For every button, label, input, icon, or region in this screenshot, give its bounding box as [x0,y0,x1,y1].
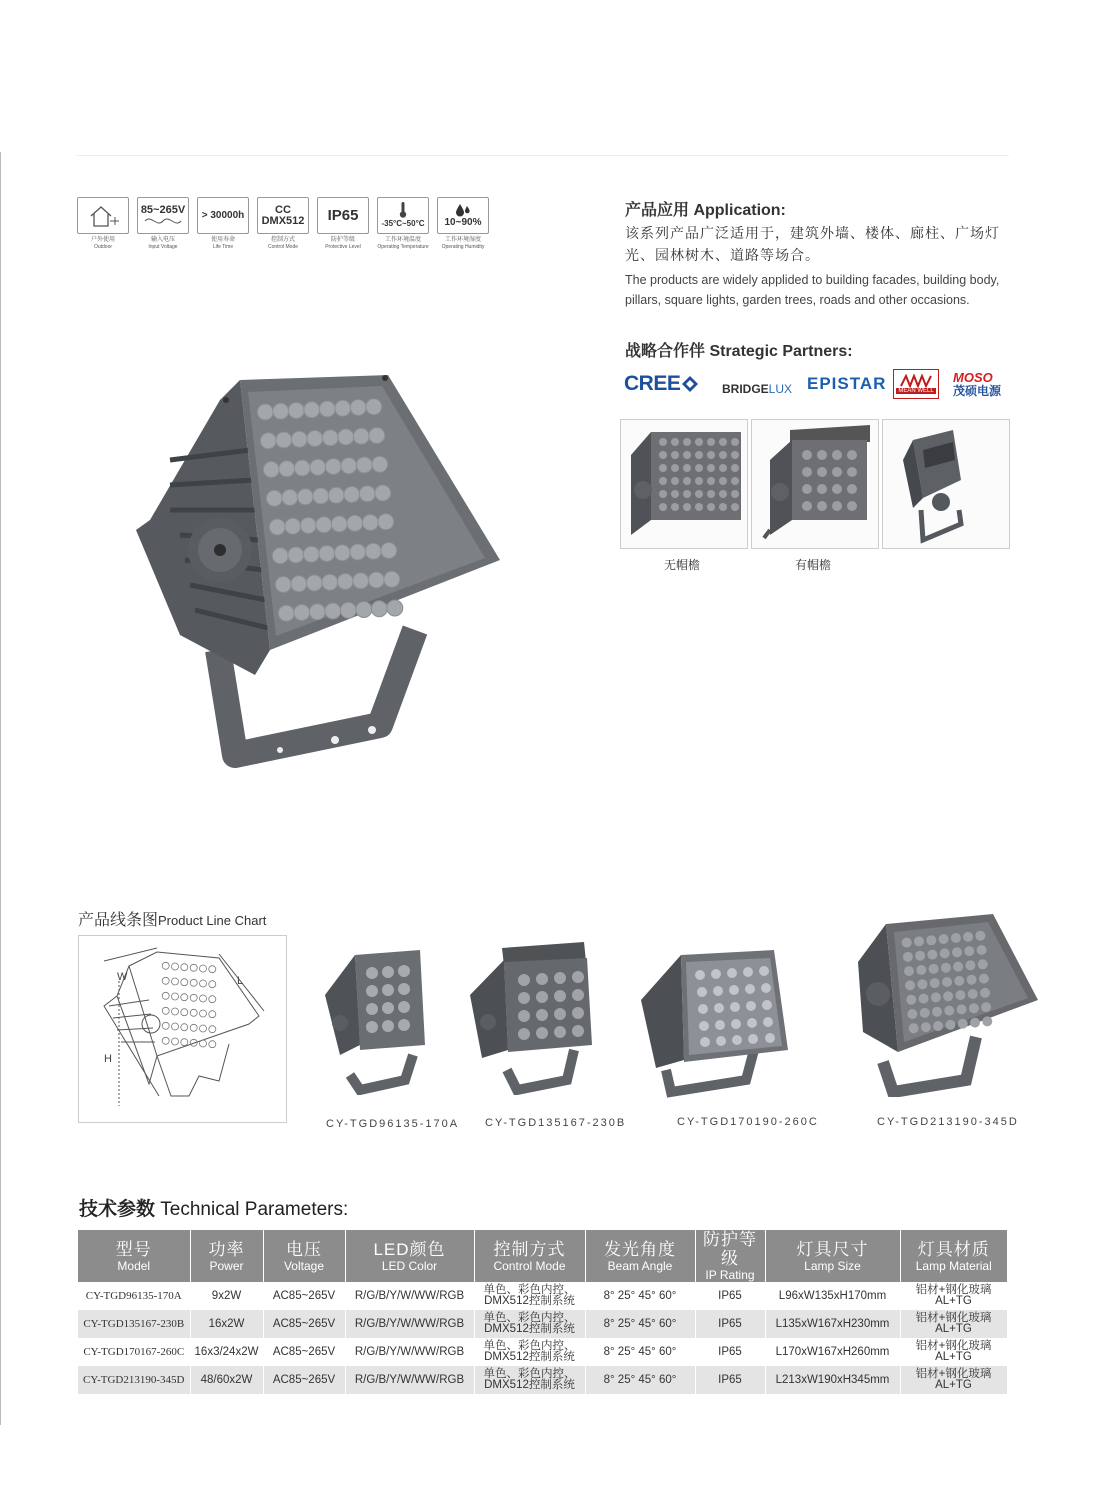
led-dot [190,994,197,1001]
led-dot [943,991,953,1001]
feature-value: CC DMX512 [261,203,305,227]
led-dot [306,575,322,591]
feature-ip [317,197,369,250]
model-caption-a: CY-TGD96135-170A [326,1118,460,1130]
led-dot [979,974,989,984]
table-row [78,1282,1007,1310]
cell-model: CY-TGD96135-170A [78,1282,190,1310]
meanwell-logo [893,367,939,401]
led-dot [350,400,366,416]
cell-control-mode: 单色、彩色内控、 DMX512控制系统 [474,1338,585,1366]
led-dot [272,548,288,564]
feature-en-label: Operating Temperature [377,244,429,250]
led-dot [904,966,914,976]
led-dot [902,938,912,948]
led-dot [359,486,375,502]
table-row [78,1310,1007,1338]
led-dot [940,948,950,958]
led-dot [266,490,282,506]
led-dot [356,602,372,618]
led-dot [200,1025,207,1032]
led-dot [981,1002,991,1012]
led-dot [945,1020,955,1030]
led-dot [930,978,940,988]
cell-voltage: AC85~265V [263,1282,345,1310]
led-dot [914,936,924,946]
header-led-color: LED颜色 LED Color [345,1230,474,1282]
cree-logo [624,367,699,401]
cell-lamp-size: L135xW167xH230mm [765,1310,900,1338]
bridgelux-text-b: LUX [768,382,793,396]
led-dot [291,576,307,592]
led-dot [273,403,289,419]
led-dot [200,1010,207,1017]
moso-logo-cn: 茂硕电源 [953,383,1002,398]
led-dot [263,462,279,478]
product-345d-photo [838,912,1038,1102]
feature-cn-label: 使用寿命 [210,237,235,243]
led-dot [209,966,216,973]
led-dot [939,934,949,944]
outdoor-house-icon [77,197,129,234]
cell-lamp-size: L170xW167xH260mm [765,1338,900,1366]
table-row [78,1338,1007,1366]
led-dot [181,1039,188,1046]
cell-ip-rating: IP65 [695,1338,765,1366]
cell-lamp-material: 铝材+钢化玻璃 AL+TG [900,1282,1007,1310]
led-dot [275,577,291,593]
led-dot [294,460,310,476]
led-dot [916,965,926,975]
led-dot [965,960,975,970]
led-dot [190,964,197,971]
life-icon [197,197,249,234]
cell-control-mode: 单色、彩色内控、 DMX512控制系统 [474,1366,585,1394]
led-dot [347,515,363,531]
led-dot [375,485,391,501]
led-dot [162,1037,169,1044]
led-dot [276,432,292,448]
feature-value: > 30000h [201,210,245,221]
led-dot [958,1019,968,1029]
product-170a-photo [315,945,440,1100]
feature-icons [77,197,489,250]
caption-no-visor: 无帽檐 [664,558,701,572]
led-dot [338,429,354,445]
moso-logo [953,367,1001,401]
led-dot [279,461,295,477]
cell-lamp-size: L213xW190xH345mm [765,1366,900,1394]
caption-with-visor: 有帽檐 [795,558,832,572]
led-dot [353,428,369,444]
led-dot [970,1018,980,1028]
led-dot [967,975,977,985]
cell-power: 16x2W [190,1310,263,1338]
led-dot [190,1009,197,1016]
led-dot [325,603,341,619]
led-dot [257,404,273,420]
application-title: 产品应用 Application: [625,202,786,219]
led-dot [307,431,323,447]
table-header-row [78,1230,1007,1282]
cell-ip-rating: IP65 [695,1366,765,1394]
led-dot [909,1023,919,1033]
led-dot [344,487,360,503]
application-text-cn: 该系列产品广泛适用于，建筑外墙、楼体、廊柱、广场灯光、园林树木、道路等场合。 [625,225,1000,263]
led-dot [366,399,382,415]
cell-power: 48/60x2W [190,1366,263,1394]
led-dot [907,1009,917,1019]
cell-power: 9x2W [190,1282,263,1310]
cell-model: CY-TGD170167-260C [78,1338,190,1366]
led-dot [340,602,356,618]
led-dot [941,963,951,973]
cell-voltage: AC85~265V [263,1310,345,1338]
page-edge-line [0,152,1,1425]
model-caption-c: CY-TGD170190-260C [677,1116,819,1128]
line-drawing-box [78,935,287,1123]
led-dot [919,994,929,1004]
led-dot [285,518,301,534]
led-dot [903,952,913,962]
led-dot [341,458,357,474]
led-dot [209,981,216,988]
partners-title: 战略合作伴 Strategic Partners: [625,343,853,360]
led-dot [906,995,916,1005]
cell-led-color: R/G/B/Y/W/WW/RGB [345,1282,474,1310]
header-power: 功率 Power [190,1230,263,1282]
feature-en-label: Control Mode [267,244,298,250]
led-dot [200,980,207,987]
led-dot [200,995,207,1002]
led-dot [926,935,936,945]
led-dot [356,457,372,473]
main-lamp-photo [130,370,530,800]
tech-params-title [79,1194,348,1221]
led-dot [303,546,319,562]
led-dot [929,964,939,974]
led-dot [172,1038,179,1045]
led-dot [384,571,400,587]
tech-title-cn: 技术参数 [79,1199,156,1220]
led-dot [181,1009,188,1016]
led-dot [209,1041,216,1048]
product-230b-photo [462,940,607,1100]
meanwell-mark-icon [899,374,933,388]
cell-lamp-material: 铝材+钢化玻璃 AL+TG [900,1366,1007,1394]
cell-control-mode: 单色、彩色内控、 DMX512控制系统 [474,1282,585,1310]
cell-ip-rating: IP65 [695,1310,765,1338]
led-dot [931,992,941,1002]
led-dot [172,993,179,1000]
control-icon [257,197,309,234]
led-dot [954,976,964,986]
led-dot [209,1011,216,1018]
led-dot [331,516,347,532]
feature-cn-label: 防护等级 [330,237,355,243]
feature-humidity [437,197,489,250]
thermometer-icon [377,197,429,234]
header-lamp-material: 灯具材质 Lamp Material [900,1230,1007,1282]
led-dot [200,965,207,972]
product-260c-photo [636,940,796,1105]
led-dot [294,605,310,621]
led-dot [322,430,338,446]
ip-icon [317,197,369,234]
led-dot [337,574,353,590]
led-dot [378,514,394,530]
feature-temperature [377,197,429,250]
cell-power: 16x3/24x2W [190,1338,263,1366]
cree-logo-text: CREE [624,372,681,395]
model-caption-d: CY-TGD213190-345D [877,1116,1019,1128]
led-dot [387,600,403,616]
meanwell-logo-text: MEAN WELL [898,388,934,394]
product-line-title-cn: 产品线条图 [78,912,159,929]
led-dot [162,1022,169,1029]
feature-cn-label: 户外使用 [90,237,115,243]
header-model: 型号 Model [78,1230,190,1282]
led-dot [942,977,952,987]
led-dot [953,962,963,972]
feature-value: IP65 [327,207,359,224]
dimension-l-label: L [237,975,244,987]
led-dot [905,980,915,990]
led-dot [969,1003,979,1013]
led-dot [291,431,307,447]
led-dot [921,1022,931,1032]
led-dot [319,401,335,417]
top-divider [76,155,1009,156]
bridgelux-text-a: BRIDGE [722,382,769,396]
feature-value: 10~90% [444,217,482,228]
led-dot [288,547,304,563]
led-dot [975,931,985,941]
partner-logos [624,367,1014,401]
epistar-logo [807,367,886,401]
led-dot [316,517,332,533]
thumbnail-back-view [882,419,1010,549]
epistar-logo-text: EPISTAR [807,374,887,393]
cell-model: CY-TGD135167-230B [78,1310,190,1338]
led-dot [172,963,179,970]
led-dot [162,992,169,999]
header-control-mode: 控制方式 Control Mode [474,1230,585,1282]
led-dot [260,433,276,449]
led-dot [181,1024,188,1031]
feature-cn-label: 控制方式 [270,237,295,243]
led-dot [181,994,188,1001]
led-dot [944,1006,954,1016]
feature-cn-label: 输入电压 [150,237,175,243]
led-dot [977,945,987,955]
led-dot [955,990,965,1000]
led-dot [335,400,351,416]
cell-voltage: AC85~265V [263,1338,345,1366]
led-dot [319,546,335,562]
cell-lamp-material: 铝材+钢化玻璃 AL+TG [900,1338,1007,1366]
led-dot [162,1007,169,1014]
led-dot [209,996,216,1003]
led-dot [278,605,294,621]
header-lamp-size: 灯具尺寸 Lamp Size [765,1230,900,1282]
led-dot [162,977,169,984]
feature-cn-label: 工作环境温度 [384,237,421,243]
cell-led-color: R/G/B/Y/W/WW/RGB [345,1366,474,1394]
cell-beam-angle: 8° 25° 45° 60° [585,1338,695,1366]
header-beam-angle: 发光角度 Beam Angle [585,1230,695,1282]
cell-beam-angle: 8° 25° 45° 60° [585,1310,695,1338]
led-dot [978,959,988,969]
table-row [78,1366,1007,1394]
cell-beam-angle: 8° 25° 45° 60° [585,1366,695,1394]
led-dot [328,487,344,503]
moso-logo-text: MOSO [953,369,993,385]
led-dot [190,1024,197,1031]
led-dot [372,456,388,472]
led-dot [313,488,329,504]
cell-model: CY-TGD213190-345D [78,1366,190,1394]
led-dot [200,1040,207,1047]
led-dot [968,989,978,999]
led-dot [957,1004,967,1014]
cell-voltage: AC85~265V [263,1366,345,1394]
feature-en-label: Life Time [212,244,234,250]
application-text-en: The products are widely applided to building facades, building body, pillars, square lights, garden trees, roads and other occasions. [625,273,1000,307]
led-dot [172,978,179,985]
feature-outdoor [77,197,129,250]
led-dot [309,604,325,620]
led-dot [951,933,961,943]
led-dot [982,1016,992,1026]
led-dot [300,518,316,534]
tech-title-en: Technical Parameters: [160,1199,349,1220]
led-dot [181,964,188,971]
humidity-drops-icon [437,197,489,234]
led-dot [172,1008,179,1015]
feature-en-label: Outdoor [93,244,113,250]
feature-value: -35°C~50°C [381,219,425,228]
led-dot [172,1023,179,1030]
led-dot [162,962,169,969]
led-dot [915,951,925,961]
led-dot [381,543,397,559]
header-ip-rating: 防护等级 IP Rating [695,1230,765,1282]
cell-beam-angle: 8° 25° 45° 60° [585,1282,695,1310]
led-dot [920,1008,930,1018]
led-dot [297,489,313,505]
feature-value: 85~265V [140,204,186,216]
cell-lamp-size: L96xW135xH170mm [765,1282,900,1310]
led-dot [368,572,384,588]
led-dot [181,979,188,986]
thumbnail-no-visor [620,419,748,549]
cell-lamp-material: 铝材+钢化玻璃 AL+TG [900,1310,1007,1338]
led-dot [952,947,962,957]
cell-led-color: R/G/B/Y/W/WW/RGB [345,1338,474,1366]
led-dot [325,459,341,475]
feature-voltage [137,197,189,250]
led-dot [932,1007,942,1017]
tech-params-table [78,1230,1008,1394]
led-dot [927,950,937,960]
thumbnail-with-visor [751,419,879,549]
led-dot [288,403,304,419]
product-line-title-en: Product Line Chart [158,913,267,928]
led-dot [963,932,973,942]
led-dot [310,459,326,475]
product-line-title [78,907,266,930]
led-dot [353,573,369,589]
feature-en-label: Input Voltage [148,244,178,250]
feature-life [197,197,249,250]
header-voltage: 电压 Voltage [263,1230,345,1282]
led-dot [369,428,385,444]
feature-control [257,197,309,250]
cell-control-mode: 单色、彩色内控、 DMX512控制系统 [474,1310,585,1338]
dimension-w-label: W [117,971,128,983]
led-dot [269,519,285,535]
led-dot [350,544,366,560]
led-dot [304,402,320,418]
led-dot [964,946,974,956]
led-dot [282,490,298,506]
feature-en-label: Protective Level [325,244,361,250]
bridgelux-logo [722,367,792,401]
led-dot [371,601,387,617]
led-dot [980,988,990,998]
cree-diamond-icon [681,375,699,393]
led-dot [322,574,338,590]
feature-cn-label: 工作环境湿度 [444,237,481,243]
cell-ip-rating: IP65 [695,1282,765,1310]
voltage-wave-icon [137,197,189,234]
led-dot [917,979,927,989]
led-dot [334,545,350,561]
led-dot [362,515,378,531]
led-dot [933,1021,943,1031]
feature-en-label: Operating Humidity [441,244,485,250]
led-dot [365,543,381,559]
dimension-h-label: H [104,1053,112,1065]
cell-led-color: R/G/B/Y/W/WW/RGB [345,1310,474,1338]
led-dot [190,979,197,986]
led-dot [209,1026,216,1033]
model-caption-b: CY-TGD135167-230B [485,1117,627,1129]
